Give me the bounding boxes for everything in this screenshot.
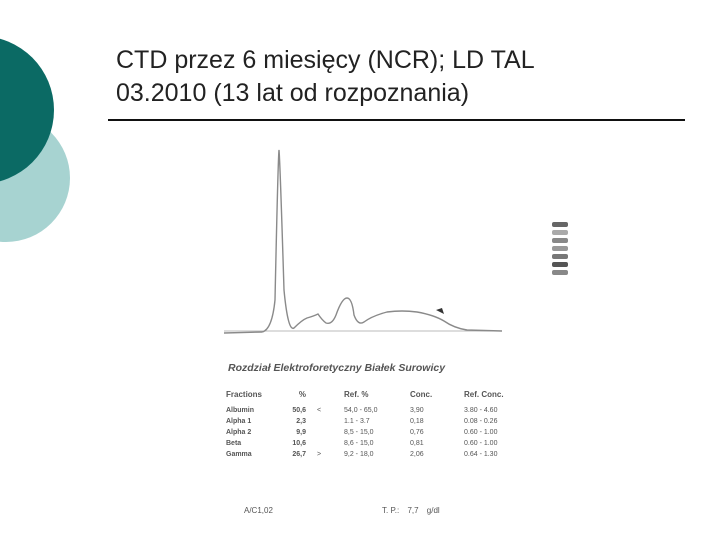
row-pct: 2,3: [296, 418, 306, 425]
tp-value: 7,7: [407, 506, 419, 515]
row-ref: 54,0 - 65,0: [344, 407, 378, 414]
gel-band: [552, 270, 568, 275]
slide-title: [116, 44, 686, 110]
row-ref: 8,5 - 15,0: [344, 429, 374, 436]
row-flag: <: [317, 407, 322, 414]
electrophoresis-trace: [222, 140, 512, 340]
decorative-circles: [0, 0, 80, 300]
row-conc: 0,81: [410, 440, 424, 447]
row-fraction: Alpha 2: [226, 429, 252, 436]
trace-curve: [224, 150, 502, 333]
row-pct: 50,6: [292, 407, 306, 414]
row-ref: 1.1 - 3.7: [344, 418, 370, 425]
row-ref-conc: 0.60 - 1.00: [464, 429, 498, 436]
row-ref-conc: 3.80 - 4.60: [464, 407, 498, 414]
row-ref: 9,2 - 18,0: [344, 451, 374, 458]
header-fractions: Fractions: [226, 390, 263, 399]
tp-unit: g/dl: [426, 506, 440, 515]
header-ref-pct: Ref. %: [344, 390, 369, 399]
title-underline: [108, 119, 685, 121]
slide-title-line-2: 03.2010 (13 lat od rozpoznania): [116, 79, 470, 107]
trace-marker: [436, 308, 444, 314]
row-fraction: Alpha 1: [226, 418, 252, 425]
gel-band: [552, 246, 568, 251]
header-pct: %: [298, 390, 306, 399]
row-pct: 9,9: [296, 429, 306, 436]
tp-label: T. P.:: [382, 506, 400, 515]
row-ref: 8,6 - 15,0: [344, 440, 374, 447]
ag-ratio: [244, 506, 273, 515]
slide-title-line-1: CTD przez 6 miesięcy (NCR); LD TAL: [116, 46, 535, 74]
gel-band: [552, 222, 568, 227]
row-fraction: Beta: [226, 440, 242, 447]
row-fraction: Gamma: [226, 451, 252, 458]
total-protein: [382, 506, 446, 515]
row-conc: 3,90: [410, 407, 424, 414]
row-pct: 26,7: [292, 451, 306, 458]
row-ref-conc: 0.08 - 0.26: [464, 418, 498, 425]
row-flag: >: [317, 451, 322, 458]
ag-ratio-value: A/C1,02: [244, 506, 273, 515]
row-conc: 2,06: [410, 451, 424, 458]
row-ref-conc: 0.60 - 1.00: [464, 440, 498, 447]
row-conc: 0,76: [410, 429, 424, 436]
row-pct: 10,6: [292, 440, 306, 447]
row-ref-conc: 0.64 - 1.30: [464, 451, 498, 458]
row-fraction: Albumin: [226, 407, 254, 414]
gel-strip: [552, 222, 568, 278]
gel-band: [552, 238, 568, 243]
gel-band: [552, 230, 568, 235]
header-ref-conc: Ref. Conc.: [464, 390, 504, 399]
header-conc: Conc.: [410, 390, 433, 399]
report-title: Rozdział Elektroforetyczny Białek Surowicy: [228, 362, 446, 374]
row-conc: 0,18: [410, 418, 424, 425]
gel-band: [552, 254, 568, 259]
gel-band: [552, 262, 568, 267]
